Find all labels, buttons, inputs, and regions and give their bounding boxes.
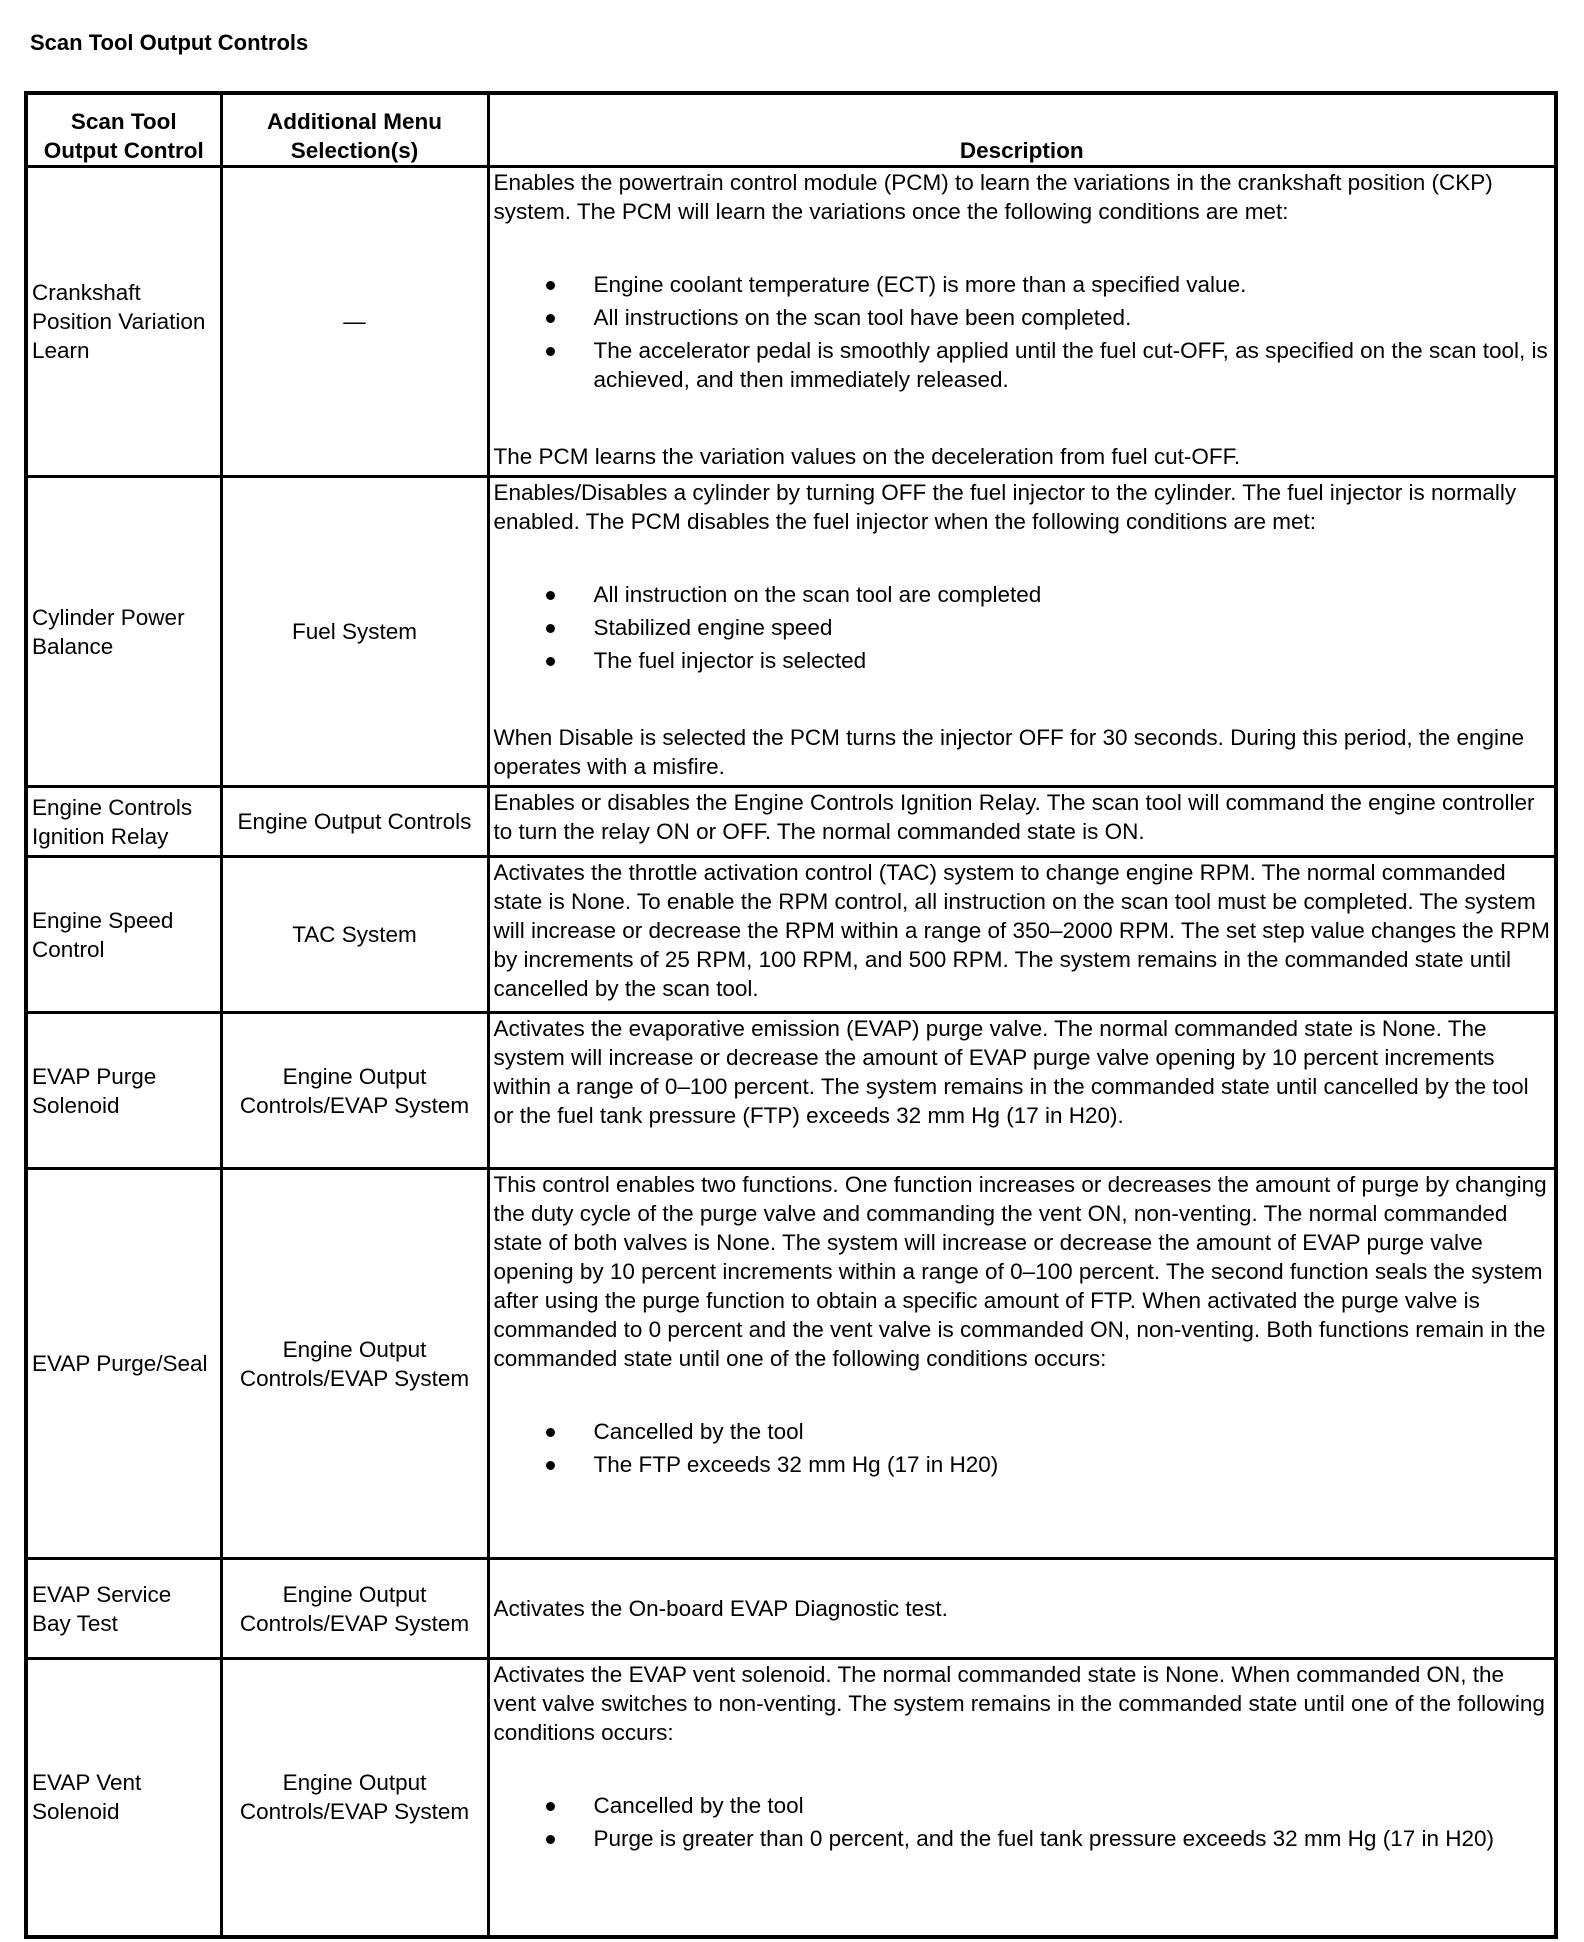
- description-intro: Enables or disables the Engine Controls Ignition Relay. The scan tool will command the engine controller to turn the relay ON or OFF. The normal commanded state is ON.: [493, 790, 1535, 844]
- control-cell: EVAP Service Bay Test: [26, 1559, 221, 1659]
- list-item: The FTP exceeds 32 mm Hg (17 in H20): [494, 1450, 1551, 1479]
- bullet-icon: [546, 1428, 555, 1437]
- bullet-icon: [546, 1802, 555, 1811]
- menu-cell: Engine Output Controls/EVAP System: [221, 1169, 488, 1559]
- list-item: Engine coolant temperature (ECT) is more than a specified value.: [494, 270, 1551, 299]
- table-row: [26, 1559, 1556, 1659]
- output-controls-table: [24, 91, 1558, 1939]
- list-item: All instruction on the scan tool are completed: [494, 580, 1551, 609]
- description-cell: [488, 167, 1556, 477]
- description-outro: When Disable is selected the PCM turns the injector OFF for 30 seconds. During this period, the engine operates with a misfire.: [493, 725, 1525, 779]
- header-menu: Additional Menu Selection(s): [221, 93, 488, 167]
- description-outro: The PCM learns the variation values on the deceleration from fuel cut-OFF.: [493, 444, 1241, 469]
- control-cell: EVAP Purge/Seal: [26, 1169, 221, 1559]
- control-cell: Engine Speed Control: [26, 857, 221, 1013]
- description-intro: Activates the throttle activation control (TAC) system to change engine RPM. The normal commanded state is None. To enable the RPM control, all instruction on the scan tool must be completed. The system will increase or decrease the RPM within a range of 350–2000 RPM. The set step value changes the RPM by increments of 25 RPM, 100 RPM, and 500 RPM. The system remains in the commanded state until cancelled by the scan tool.: [493, 860, 1550, 1001]
- menu-cell: Engine Output Controls: [221, 787, 488, 857]
- description-cell: [488, 787, 1556, 857]
- list-item: All instructions on the scan tool have been completed.: [494, 303, 1551, 332]
- control-cell: Crankshaft Position Variation Learn: [26, 167, 221, 477]
- list-item: The accelerator pedal is smoothly applied until the fuel cut-OFF, as specified on the scan tool, is achieved, and then immediately released.: [494, 336, 1551, 394]
- description-intro: Activates the On-board EVAP Diagnostic test.: [493, 1596, 948, 1621]
- table-row: [26, 1013, 1556, 1169]
- bullet-icon: [546, 624, 555, 633]
- list-item: The fuel injector is selected: [494, 646, 1551, 675]
- table-row: [26, 1659, 1556, 1937]
- table-row: [26, 787, 1556, 857]
- menu-cell: Fuel System: [221, 477, 488, 787]
- list-item: Cancelled by the tool: [494, 1791, 1551, 1820]
- table-row: [26, 477, 1556, 787]
- description-cell: [488, 1659, 1556, 1937]
- condition-list: [494, 1791, 1551, 1853]
- bullet-icon: [546, 314, 555, 323]
- description-cell: [488, 1559, 1556, 1659]
- control-cell: EVAP Purge Solenoid: [26, 1013, 221, 1169]
- table-row: [26, 857, 1556, 1013]
- bullet-icon: [546, 591, 555, 600]
- condition-list: [494, 270, 1551, 394]
- menu-cell: Engine Output Controls/EVAP System: [221, 1659, 488, 1937]
- table-row: [26, 1169, 1556, 1559]
- page-title: Scan Tool Output Controls: [30, 30, 309, 55]
- header-description: Description: [488, 93, 1556, 167]
- control-cell: Engine Controls Ignition Relay: [26, 787, 221, 857]
- bullet-icon: [546, 281, 555, 290]
- control-cell: Cylinder Power Balance: [26, 477, 221, 787]
- condition-list: [494, 1417, 1551, 1479]
- menu-cell: —: [221, 167, 488, 477]
- menu-cell: TAC System: [221, 857, 488, 1013]
- list-item: Purge is greater than 0 percent, and the fuel tank pressure exceeds 32 mm Hg (17 in H20): [494, 1824, 1551, 1853]
- description-intro: This control enables two functions. One function increases or decreases the amount of purge by changing the duty cycle of the purge valve and commanding the vent ON, non-venting. The normal commanded state of both valves is None. The system will increase or decrease the amount of EVAP purge valve opening by 10 percent increments within a range of 0–100 percent. The second function seals the system after using the purge function to obtain a specific amount of FTP. When activated the purge valve is commanded to 0 percent and the vent valve is commanded ON, non-venting. Both functions remain in the commanded state until one of the following conditions occurs:: [493, 1172, 1547, 1371]
- header-control: Scan Tool Output Control: [26, 93, 221, 167]
- control-cell: EVAP Vent Solenoid: [26, 1659, 221, 1937]
- list-item: Stabilized engine speed: [494, 613, 1551, 642]
- menu-cell: Engine Output Controls/EVAP System: [221, 1013, 488, 1169]
- description-intro: Enables the powertrain control module (PCM) to learn the variations in the crankshaft position (CKP) system. The PCM will learn the variations once the following conditions are met:: [493, 170, 1493, 224]
- bullet-icon: [546, 657, 555, 666]
- description-cell: [488, 1169, 1556, 1559]
- bullet-icon: [546, 1461, 555, 1470]
- description-cell: [488, 477, 1556, 787]
- bullet-icon: [546, 347, 555, 356]
- description-intro: Enables/Disables a cylinder by turning OFF the fuel injector to the cylinder. The fuel injector is normally enabled. The PCM disables the fuel injector when the following conditions are met:: [493, 480, 1517, 534]
- description-intro: Activates the EVAP vent solenoid. The normal commanded state is None. When commanded ON, the vent valve switches to non-venting. The system remains in the commanded state until one of the following conditions occurs:: [493, 1662, 1545, 1745]
- menu-cell: Engine Output Controls/EVAP System: [221, 1559, 488, 1659]
- table-row: [26, 167, 1556, 477]
- description-cell: [488, 857, 1556, 1013]
- header-row: [26, 93, 1556, 167]
- bullet-icon: [546, 1835, 555, 1844]
- condition-list: [494, 580, 1551, 675]
- description-cell: [488, 1013, 1556, 1169]
- list-item: Cancelled by the tool: [494, 1417, 1551, 1446]
- description-intro: Activates the evaporative emission (EVAP) purge valve. The normal commanded state is None. The system will increase or decrease the amount of EVAP purge valve opening by 10 percent increments within a range of 0–100 percent. The system remains in the commanded state until cancelled by the tool or the fuel tank pressure (FTP) exceeds 32 mm Hg (17 in H20).: [493, 1016, 1529, 1128]
